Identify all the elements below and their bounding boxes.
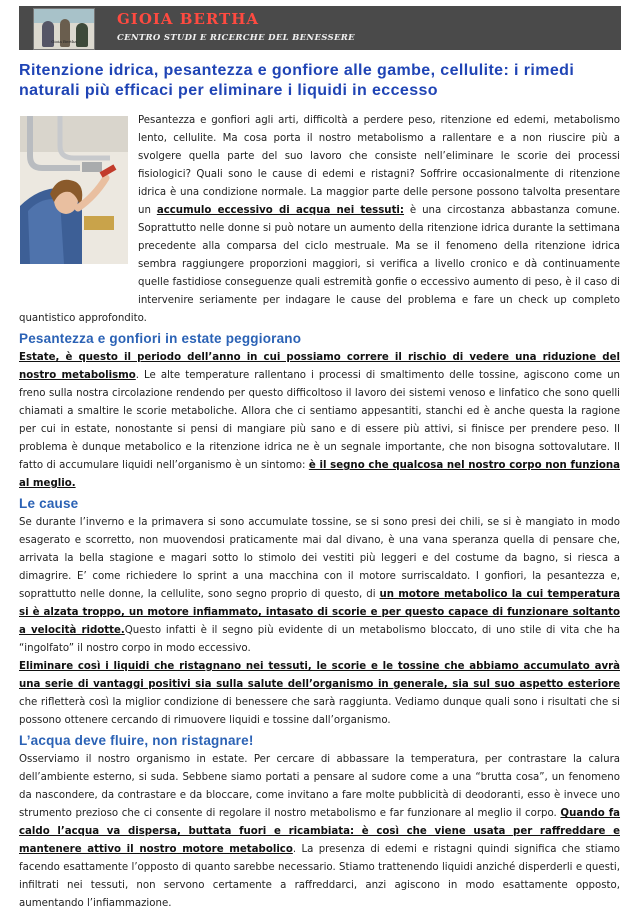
logo-caption: Gioia Bertha	[51, 39, 77, 44]
paragraph-text: che rifletterà così la miglior condizione di benessere che sarà raggiunta. Vediamo dunque quali sono i risultati che si possono ottenere cercando di rimuovere liquidi e tossine dall’organismo.	[19, 697, 620, 726]
paragraph-text: Pesantezza e gonfiori agli arti, difficoltà a perdere peso, ritenzione ed edemi, metabolismo lento, cellulite. Ma cosa porta il nostro metabolismo a rallentare e a non riuscire più a svolgere quella parte del suo lavoro che consiste nell’eliminare le scorie dei processi fisiologici? Quali sono le cause di edemi e ristagni? Soffrire occasionalmente di ritenzione idrica è una condizione normale. La maggior parte delle persone possono talvolta presentare un	[138, 115, 620, 216]
brand-tagline: CENTRO STUDI E RICERCHE DEL BENESSERE	[117, 33, 355, 43]
paragraph-text: Se durante l’inverno e la primavera si sono accumulate tossine, se si sono presi dei chili, se si è mangiato in modo esagerato e scorretto, non muovendosi praticamente mai dal divano, è una vana speranza quella di pensare che, arrivata la bella stagione e magari sotto lo stimolo dei vestiti più leggeri e del costume da bagno, si riesca a dimagrire. E’ come richiedere lo sprint a una macchina con il motore surriscaldato. I gonfiori, la pesantezza e, soprattutto nelle donne, la cellulite, sono segno proprio di questo, di	[19, 517, 620, 600]
section-heading-causes: Le cause	[19, 496, 79, 511]
photo-spacer	[19, 112, 138, 310]
paragraph-text: è una circostanza abbastanza comune. Soprattutto nelle donne si può notare un aumento della ritenzione idrica durante la settimana precedente alla comparsa del ciclo mestruale. Ma se il fenomeno della ritenzione idrica sembra raggiungere proporzioni maggiori, si verifica a livello cronico e dà continuamente quelle fastidiose conseguenze quali estremità gonfie o eccessivo aumento di peso, è il caso di intervenire seriamente per indagare le cause del problema e fare un check up completo quantistico approfondito.	[19, 205, 620, 324]
article-body	[19, 112, 620, 913]
section-heading-water: L’acqua deve fluire, non ristagnare!	[19, 733, 254, 748]
section-paragraph	[19, 514, 620, 658]
highlight-text: Estate, è questo il periodo dell’anno in cui possiamo correre il rischio di vedere una riduzione del nostro metabolismo	[19, 352, 620, 381]
highlight-text: Quando fa caldo l’acqua va dispersa, buttata fuori e ricambiata: è così che viene usata per raffreddare e mantenere attivo il nostro motore metabolico	[19, 808, 621, 855]
logo-image	[33, 8, 95, 50]
section-heading-summer: Pesantezza e gonfiori in estate peggiorano	[19, 331, 302, 346]
highlight-text: Eliminare così i liquidi che ristagnano nei tessuti, le scorie e le tossine che abbiamo accumulato avrà una serie di vantaggi positivi sia sulla salute dell’organismo in generale, sia sul suo aspetto esteriore	[19, 661, 620, 690]
site-header	[19, 6, 621, 50]
section-paragraph	[19, 349, 620, 493]
highlight-text: un motore metabolico la cui temperatura si è alzata troppo, un motore infiammato, intasato di scorie e per questo capace di funzionare soltanto a velocità ridotte.	[19, 589, 621, 636]
paragraph-text: . Le alte temperature rallentano i processi di smaltimento delle tossine, agiscono come un freno sulla nostra circolazione rendendo per questo difficoltoso il lavoro dei sistemi venoso e linfatico che sono quelli chiamati a smaltire le scorie metaboliche. Allora che ci sentiamo appesantiti, stanchi ed è anche questa la ragione per cui in estate, nonostante si pensi di mangiare più sano e di essere più attivi, si finisce per prendere peso. Il problema è dunque metabolico e la ritenzione idrica ne è un segnale importante, che non bisogna sottovalutare. Il fatto di accumulare liquidi nell’organismo è un sintomo:	[19, 370, 621, 471]
article-title: Ritenzione idrica, pesantezza e gonfiore alle gambe, cellulite: i rimedi naturali più efficaci per eliminare i liquidi in eccesso	[19, 62, 575, 99]
section-paragraph	[19, 658, 620, 730]
brand-name: GIOIA BERTHA	[117, 10, 260, 28]
paragraph-text: . La presenza di edemi e ristagni quindi significa che stiamo facendo esattamente l’opposto di quanto sarebbe necessario. Stiamo trattenendo liquidi anziché disperderli e questi, infiltrati nei tessuti, non servono certamente a raffreddarci, anzi agiscono in modo esattamente opposto, aumentando l’infiammazione.	[19, 844, 620, 909]
section-paragraph	[19, 751, 620, 913]
highlight-text: accumulo eccessivo di acqua nei tessuti:	[156, 205, 405, 216]
highlight-text: è il segno che qualcosa nel nostro corpo non funziona al meglio.	[19, 460, 620, 489]
paragraph-text: Questo infatti è il segno più evidente di un metabolismo bloccato, di uno stile di vita che ha “ingolfato” il nostro corpo in modo eccessivo.	[19, 625, 620, 654]
paragraph-text: Osserviamo il nostro organismo in estate. Per cercare di abbassare la temperatura, per contrastare la calura dell’ambiente esterno, si suda. Sebbene siamo portati a pensare al sudore come a una “brutta cosa”, un fenomeno da nascondere, da contrastare e da bloccare, come invitano a fare molte pubblicità di deodoranti, esso è invece uno strumento prezioso che ci consente di regolare il nostro metabolismo e far funzionare al meglio il corpo.	[19, 754, 620, 819]
